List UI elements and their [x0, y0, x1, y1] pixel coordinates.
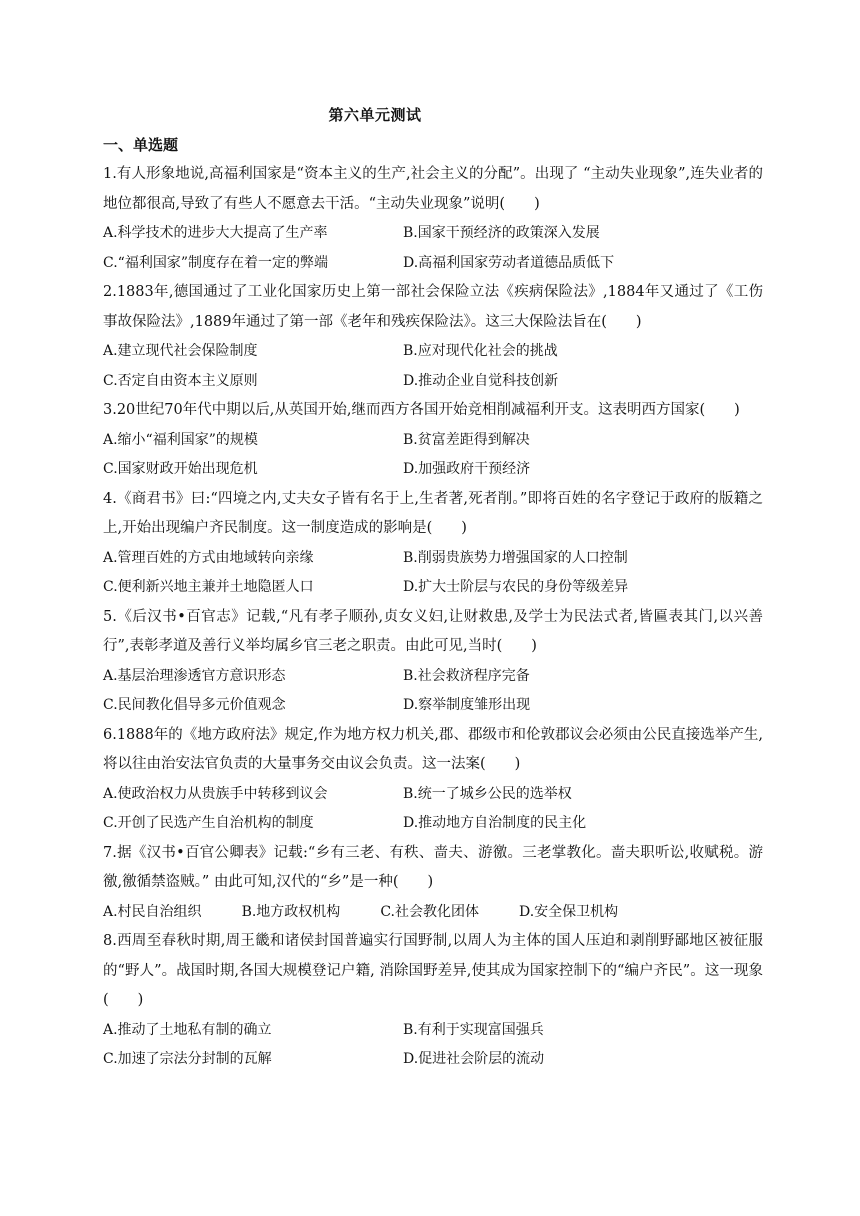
- option-a: A.科学技术的进步大大提高了生产率: [103, 225, 328, 241]
- option-b: B.削弱贵族势力增强国家的人口控制: [403, 549, 628, 566]
- option-a: A.村民自治组织: [103, 903, 202, 920]
- option-c: C.便利新兴地主兼并土地隐匿人口: [103, 579, 314, 595]
- question-options: [103, 780, 763, 839]
- question-options: [103, 898, 763, 928]
- option-d: D.高福利国家劳动者道德品质低下: [403, 254, 615, 271]
- question-stem: 4.《商君书》曰:“四境之内,丈夫女子皆有名于上,生者著,死者削。”即将百姓的名字登记于政府的版籍之上,开始出现编户齐民制度。这一制度造成的影响是( ): [103, 490, 763, 536]
- option-b: B.有利于实现富国强兵: [403, 1021, 544, 1038]
- option-d: D.加强政府干预经济: [403, 461, 531, 477]
- question-stem: 8.西周至春秋时期,周王畿和诸侯封国普遍实行国野制,以周人为主体的国人压迫和剥削野鄙地区被征服的“野人”。战国时期,各国大规模登记户籍, 消除国野差异,使其成为国家控制下的“编户齐民”。这一现象( ): [103, 933, 763, 1008]
- option-b: B.社会救济程序完备: [403, 667, 530, 684]
- option-d: D.推动企业自觉科技创新: [403, 372, 559, 389]
- question-stem: 6.1888年的《地方政府法》规定,作为地方权力机关,郡、郡级市和伦敦郡议会必须由公民直接选举产生,将以往由治安法官负责的大量事务交由议会负责。这一法案( ): [103, 726, 763, 772]
- option-a: A.管理百姓的方式由地域转向亲缘: [103, 549, 314, 566]
- question-5: [103, 603, 763, 721]
- question-options: [103, 662, 763, 721]
- question-6: [103, 721, 763, 839]
- question-2: [103, 278, 763, 396]
- question-8: [103, 927, 763, 1075]
- option-c: C.“福利国家”制度存在着一定的弊端: [103, 254, 328, 271]
- question-options: [103, 1016, 763, 1075]
- option-c: C.社会教化团体: [380, 903, 479, 920]
- option-a: A.使政治权力从贵族手中转移到议会: [103, 785, 328, 802]
- question-list: [103, 160, 763, 1075]
- option-a: A.缩小“福利国家”的规模: [103, 431, 258, 448]
- option-b: B.贫富差距得到解决: [403, 431, 530, 448]
- option-c: C.开创了民选产生自治机构的制度: [103, 815, 314, 831]
- document-title: 第六单元测试: [328, 106, 422, 124]
- question-options: [103, 219, 763, 278]
- question-stem: 1.有人形象地说,高福利国家是“资本主义的生产,社会主义的分配”。出现了 “主动失业现象”,连失业者的地位都很高,导致了有些人不愿意去干活。“主动失业现象”说明( ): [103, 166, 763, 212]
- question-1: [103, 160, 763, 278]
- question-stem: 7.据《汉书•百官公卿表》记载:“乡有三老、有秩、啬夫、游徼。三老掌教化。啬夫职听讼,收赋税。游徼,徼循禁盗贼。” 由此可知,汉代的“乡”是一种( ): [103, 844, 763, 890]
- option-c: C.加速了宗法分封制的瓦解: [103, 1051, 272, 1067]
- option-c: C.国家财政开始出现危机: [103, 461, 258, 477]
- option-c: C.否定自由资本主义原则: [103, 372, 258, 389]
- option-d: D.促进社会阶层的流动: [403, 1051, 545, 1067]
- option-a: A.基层治理渗透官方意识形态: [103, 667, 286, 684]
- question-stem: 5.《后汉书•百官志》记载,“凡有孝子顺孙,贞女义妇,让财救患,及学士为民法式者,皆匾表其门,以兴善行”,表彰孝道及善行义举均属乡官三老之职责。由此可见,当时( ): [103, 608, 763, 654]
- question-3: [103, 396, 763, 485]
- option-a: A.建立现代社会保险制度: [103, 343, 258, 359]
- option-d: D.扩大士阶层与农民的身份等级差异: [403, 579, 629, 595]
- option-d: D.推动地方自治制度的民主化: [403, 815, 587, 831]
- section-heading: 一、单选题: [103, 136, 179, 154]
- option-b: B.应对现代化社会的挑战: [403, 343, 558, 359]
- question-options: [103, 544, 763, 603]
- option-b: B.地方政权机构: [241, 903, 341, 920]
- option-d: D.察举制度雏形出现: [403, 697, 531, 713]
- option-a: A.推动了土地私有制的确立: [103, 1021, 272, 1038]
- question-stem: 3.20世纪70年代中期以后,从英国开始,继而西方各国开始竞相削减福利开支。这表明西方国家( ): [103, 402, 740, 418]
- option-d: D.安全保卫机构: [518, 903, 619, 920]
- option-b: B.统一了城乡公民的选举权: [403, 785, 572, 802]
- question-4: [103, 485, 763, 603]
- question-7: [103, 839, 763, 928]
- option-b: B.国家干预经济的政策深入发展: [403, 225, 600, 241]
- question-stem: 2.1883年,德国通过了工业化国家历史上第一部社会保险立法《疾病保险法》,1884年又通过了《工伤事故保险法》,1889年通过了第一部《老年和残疾保险法》。这三大保险法旨在( ): [103, 284, 763, 330]
- option-c: C.民间教化倡导多元价值观念: [103, 697, 286, 713]
- question-options: [103, 426, 763, 485]
- question-options: [103, 337, 763, 396]
